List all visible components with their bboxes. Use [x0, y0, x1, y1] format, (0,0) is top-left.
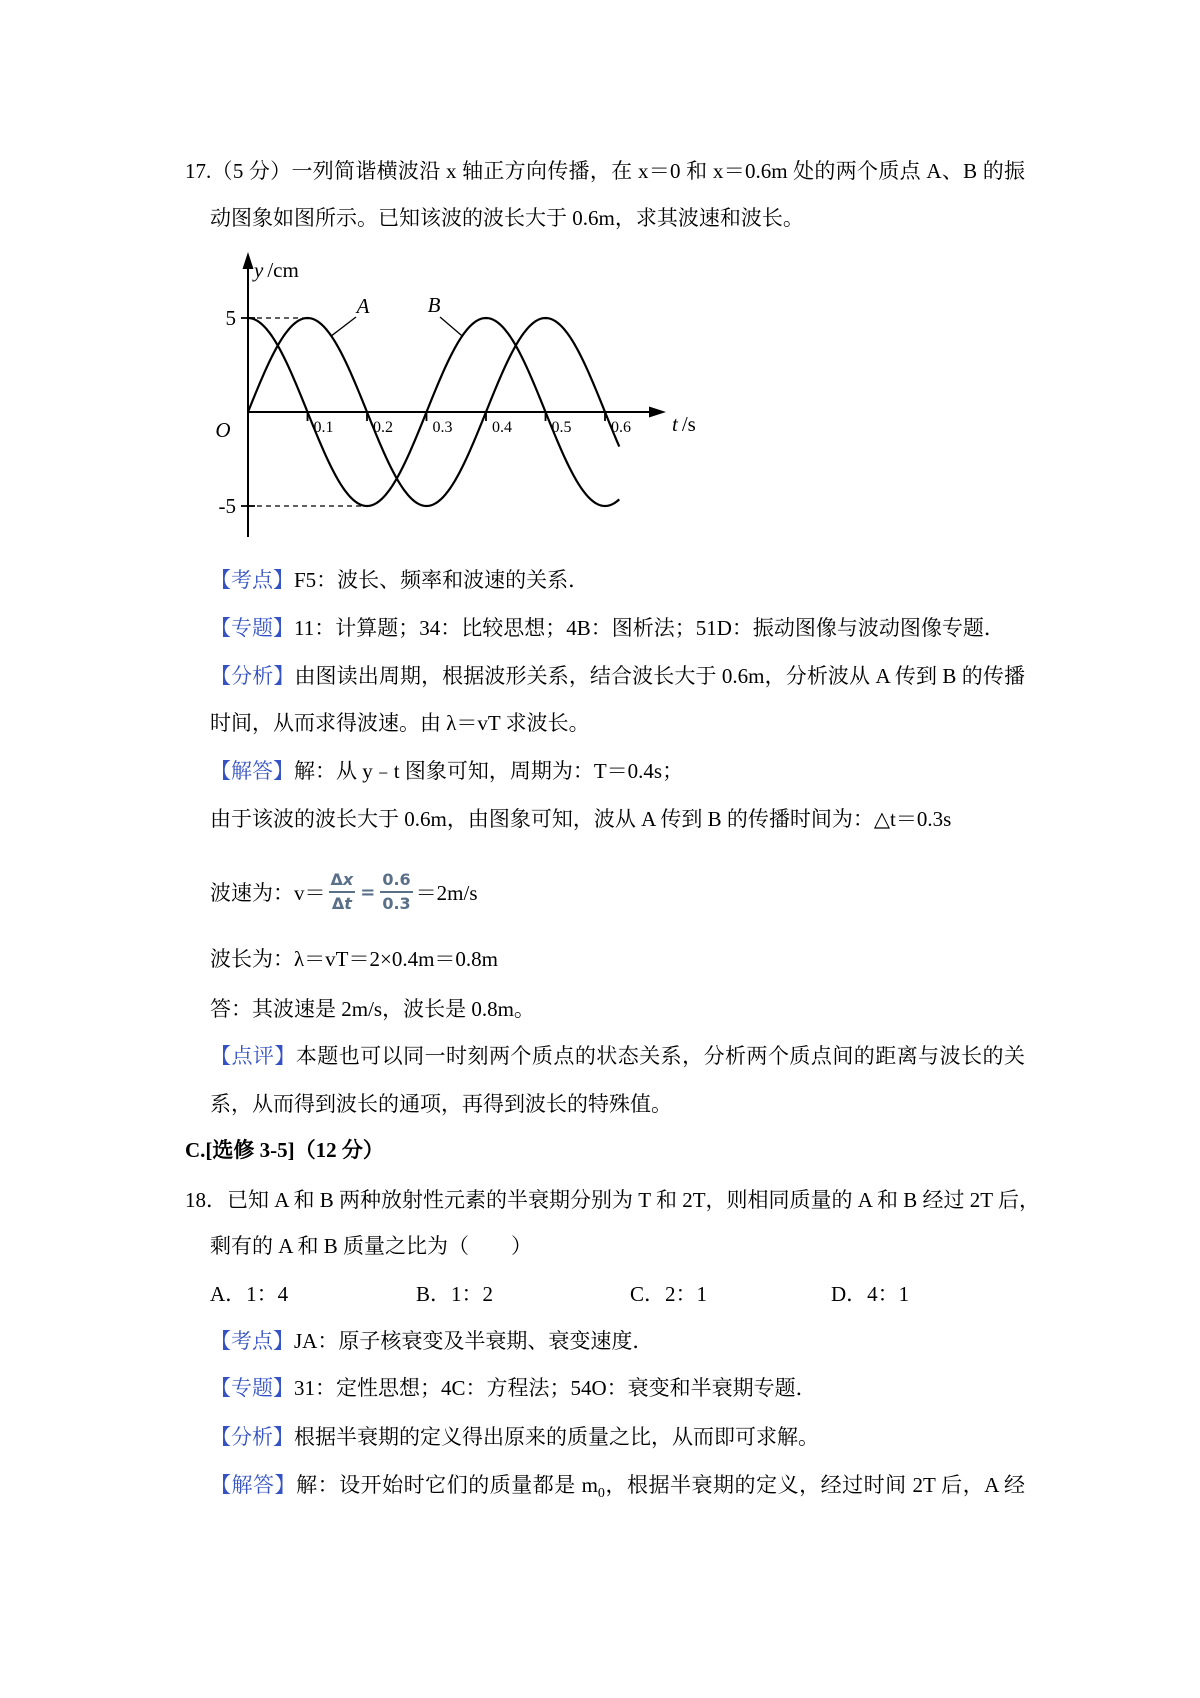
kaodian-text: JA：原子核衰变及半衰期、衰变速度．	[294, 1329, 654, 1353]
y-tick-label: 5	[225, 306, 236, 330]
jieda-tag: 【解答】	[210, 759, 294, 783]
jieda-text: 解：从 y﹣t 图象可知，周期为：T＝0.4s；	[294, 759, 684, 783]
q18-option-c: C．2：1	[630, 1282, 708, 1306]
zhuanti-text: 31：定性思想；4C：方程法；54O：衰变和半衰期专题．	[294, 1376, 817, 1400]
x-axis-label	[672, 412, 696, 436]
kaodian-tag: 【考点】	[210, 1329, 294, 1353]
y-tick-label: -5	[218, 494, 236, 518]
speed-formula-prefix: 波速为：v＝	[210, 881, 326, 905]
y-axis-unit: /cm	[267, 258, 299, 282]
q17-wavelength-formula: 波长为：λ＝vT＝2×0.4m＝0.8m	[210, 947, 499, 971]
q18-zhuanti	[210, 1374, 817, 1402]
mass-subscript: 0	[597, 1486, 605, 1501]
series-a-label: A	[356, 294, 370, 318]
y-axis-label	[252, 258, 299, 282]
q18-stem-line-1: 18．已知 A 和 B 两种放射性元素的半衰期分别为 T 和 2T，则相同质量的 A 和 B 经过 2T 后，	[185, 1188, 1040, 1212]
zhuanti-tag: 【专题】	[210, 1376, 294, 1400]
dianping-text: 本题也可以同一时刻两个质点的状态关系，分析两个质点间的距离与波长的关	[295, 1044, 1026, 1068]
fenxi-text: 根据半衰期的定义得出原来的质量之比，从而即可求解。	[294, 1425, 819, 1449]
x-axis-symbol: t	[672, 412, 678, 436]
x-tick-label: 0.5	[551, 419, 572, 436]
fenxi-text: 由图读出周期，根据波形关系，结合波长大于 0.6m，分析波从 A 传到 B 的传播	[294, 664, 1025, 688]
zhuanti-text: 11：计算题；34：比较思想；4B：图析法；51D：振动图像与波动图像专题．	[294, 616, 1005, 640]
wave-chart	[190, 240, 710, 545]
series-a-label-pointer	[331, 317, 356, 336]
q17-jieda	[210, 757, 683, 785]
q18-fenxi	[210, 1423, 819, 1451]
q18-kaodian	[210, 1327, 653, 1355]
kaodian-text: F5：波长、频率和波速的关系．	[294, 568, 590, 592]
q17-fenxi-continued: 时间，从而求得波速。由 λ＝vT 求波长。	[210, 711, 590, 735]
q17-stem-line-1: 17.（5 分）一列简谐横波沿 x 轴正方向传播，在 x＝0 和 x＝0.6m 处的两个质点 A、B 的振	[185, 159, 1025, 183]
x-tick-label: 0.3	[432, 419, 453, 436]
x-tick-label: 0.1	[313, 419, 334, 436]
q18-stem-line-2: 剩有的 A 和 B 质量之比为（ ）	[210, 1234, 533, 1258]
origin-label: O	[215, 418, 231, 442]
denominator-variable: t	[344, 894, 352, 913]
q17-dianping	[210, 1042, 1025, 1070]
q18-jieda	[210, 1471, 1025, 1499]
dianping-tag: 【点评】	[210, 1044, 296, 1068]
q18-option-d: D．4：1	[831, 1282, 910, 1306]
q17-fenxi	[210, 662, 1025, 690]
series-b-label: B	[427, 293, 441, 317]
q17-dianping-continued: 系，从而得到波长的通项，再得到波长的特殊值。	[210, 1092, 672, 1116]
formula-equals-sign: =	[360, 881, 376, 903]
q17-stem-line-2: 动图象如图所示。已知该波的波长大于 0.6m，求其波速和波长。	[210, 206, 804, 230]
q17-speed-formula	[210, 864, 478, 920]
fraction-numeric-numerator: 0.6	[380, 870, 412, 893]
fenxi-tag: 【分析】	[210, 1425, 294, 1449]
speed-formula-result: ＝2m/s	[415, 881, 478, 905]
q17-kaodian	[210, 566, 589, 594]
zhuanti-tag: 【专题】	[210, 616, 294, 640]
numerator-variable: x	[342, 870, 354, 889]
fraction-numerator	[329, 870, 356, 893]
section-c-heading: C.[选修 3-5]（12 分）	[185, 1138, 384, 1162]
fenxi-tag: 【分析】	[210, 664, 295, 688]
jieda-text-before: 解：设开始时它们的质量都是 m	[296, 1473, 598, 1497]
y-axis-symbol: y	[254, 258, 264, 282]
q18-option-b: B．1：2	[416, 1282, 494, 1306]
fraction-numeric	[380, 870, 412, 914]
denominator-delta: Δ	[331, 894, 345, 913]
x-axis-arrowhead	[649, 407, 666, 418]
q17-zhuanti	[210, 614, 1005, 642]
q17-answer: 答：其波速是 2m/s，波长是 0.8m。	[210, 997, 535, 1021]
series-b-label-pointer	[440, 317, 462, 336]
q17-jieda-line-2: 由于该波的波长大于 0.6m，由图象可知，波从 A 传到 B 的传播时间为：△t＝0.3s	[210, 807, 952, 831]
numerator-delta: Δ	[330, 870, 343, 889]
fraction-denominator	[330, 893, 354, 914]
jieda-tag: 【解答】	[210, 1473, 297, 1497]
q18-option-a: A．1：4	[210, 1282, 289, 1306]
x-tick-label: 0.4	[492, 419, 512, 436]
x-axis-unit: /s	[681, 412, 696, 436]
y-axis-arrowhead	[243, 252, 254, 269]
fraction-numeric-denominator: 0.3	[382, 894, 411, 913]
x-tick-label: 0.6	[611, 419, 631, 436]
kaodian-tag: 【考点】	[210, 568, 294, 592]
x-tick-label: 0.2	[373, 419, 393, 436]
jieda-text-after: ，根据半衰期的定义，经过时间 2T 后，A 经	[604, 1473, 1025, 1497]
fraction-delta-x-over-delta-t	[329, 870, 356, 914]
